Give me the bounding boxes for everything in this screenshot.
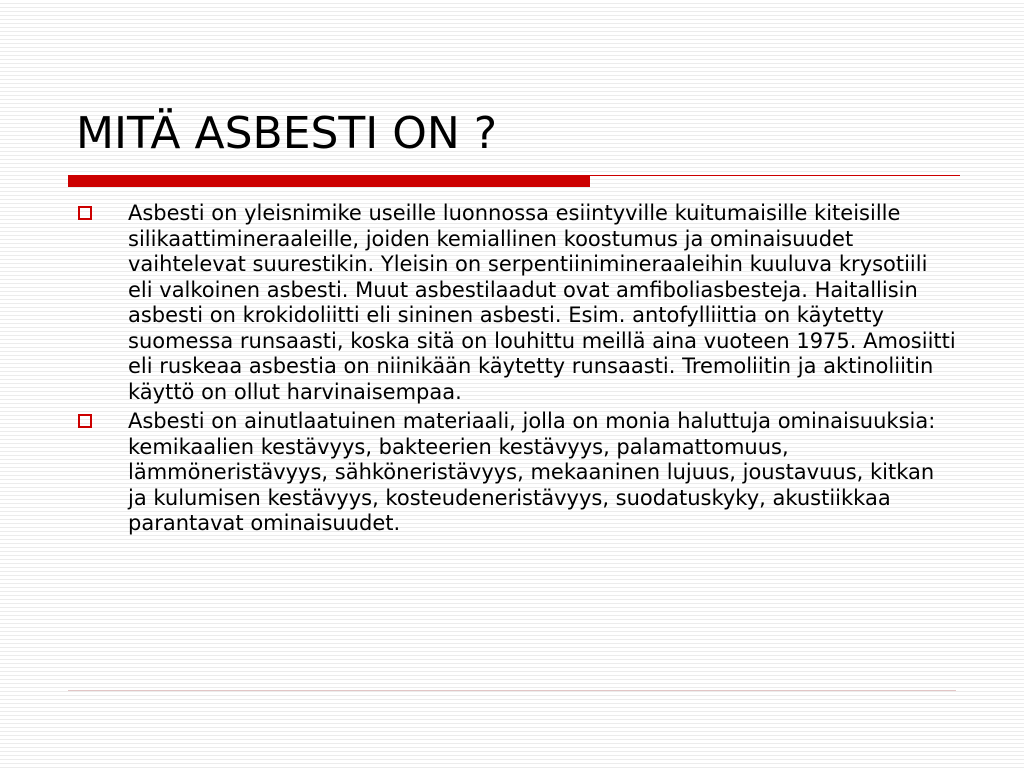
hollow-square-bullet-icon xyxy=(78,414,92,428)
title-underline-thick xyxy=(68,175,590,187)
hollow-square-bullet-icon xyxy=(78,206,92,220)
bullet-item-definition xyxy=(76,201,956,405)
bullet-text: Asbesti on ainutlaatuinen materiaali, jolla on monia haluttuja ominaisuuksia: kemikaalien kestävyys, bakteerien kestävyys, palamattomuus, lämmöneristävyys, sähköneristävyys, mekaaninen lujuus, joustavuus, kitkan ja kulumisen kestävyys, kosteudeneristävyys, suodatuskyky, akustiikkaa parantavat ominaisuudet. xyxy=(128,409,936,535)
bullet-item-properties xyxy=(76,409,956,537)
slide-title: MITÄ ASBESTI ON ? xyxy=(76,108,498,159)
bullet-text: Asbesti on yleisnimike useille luonnossa esiintyville kuitumaisille kiteisille silikaattimineraaleille, joiden kemiallinen koostumus ja ominaisuudet vaihtelevat suurestikin. Yleisin on serpentiinimineraaleihin kuuluva krysotiili eli valkoinen asbesti. Muut asbestilaadut ovat amfiboliasbesteja. Haitallisin asbesti on krokidoliitti eli sininen asbesti. Esim. antofylliittia on käytetty suomessa runsaasti, koska sitä on louhittu meillä aina vuoteen 1975. Amosiitti eli ruskeaa asbestia on niinikään käytetty runsaasti. Tremoliitin ja aktinoliitin käyttö on ollut harvinaisempaa. xyxy=(128,201,956,404)
bullet-list xyxy=(76,201,956,541)
title-underline-thin xyxy=(590,175,960,176)
footer-divider xyxy=(68,690,956,691)
